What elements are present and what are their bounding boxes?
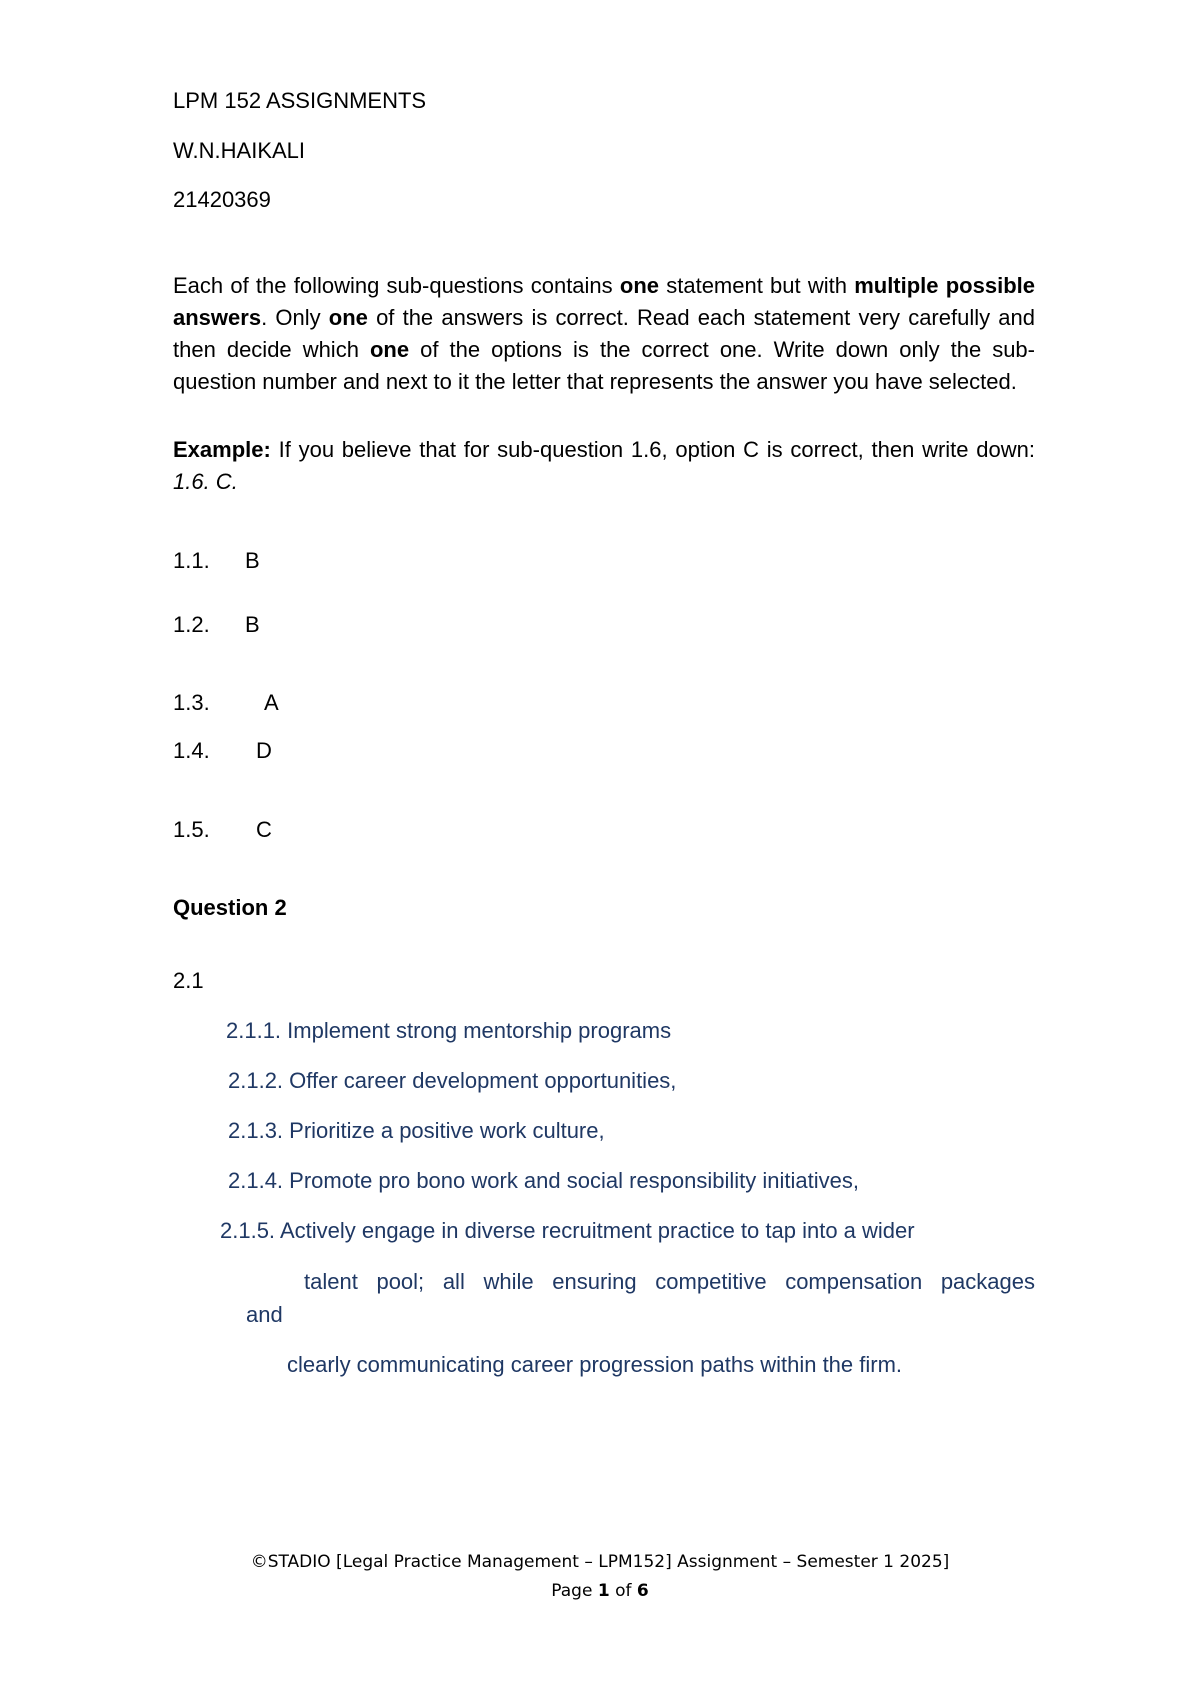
answer-letter: C [256,817,272,842]
instructions-paragraph: Each of the following sub-questions contains one statement but with multiple possible answers. Only one of the answers is correct. Read each statement very carefully and then decide which one of the options is the correct one. Write down only the sub-question number and next to it the letter that represents the answer you have selected. [173,273,1035,394]
footer-page-number: Page 1 of 6 [551,1581,649,1601]
answer-letter: B [245,612,260,637]
list-item: 2.1.2. Offer career development opportunities, [228,1068,677,1093]
answer-number: 1.3. [173,690,210,715]
example-label: Example: [173,437,271,462]
footer-copyright: ©STADIO [Legal Practice Management – LPM152] Assignment – Semester 1 2025] [250,1552,950,1572]
list-item: 2.1.5. Actively engage in diverse recruitment practice to tap into a wider [220,1218,915,1243]
list-item-continuation-and: and [246,1302,283,1327]
answer-number: 1.2. [173,612,210,637]
question-2-sub-number: 2.1 [173,968,204,993]
answer-number: 1.1. [173,548,210,573]
student-name: W.N.HAIKALI [173,138,306,163]
list-item: 2.1.3. Prioritize a positive work culture, [228,1118,605,1143]
answer-letter: B [245,548,260,573]
document-title: LPM 152 ASSIGNMENTS [173,88,427,113]
question-2-heading: Question 2 [173,895,287,920]
bold-one-3: one [369,337,410,362]
student-number: 21420369 [173,187,271,212]
list-item-continuation: clearly communicating career progression paths within the firm. [287,1352,903,1377]
list-item: 2.1.4. Promote pro bono work and social responsibility initiatives, [228,1168,859,1193]
example-answer: 1.6. C. [173,469,238,494]
example-paragraph: Example: If you believe that for sub-question 1.6, option C is correct, then write down: 1.6. C. [173,437,1035,494]
list-item-continuation: talent pool; all while ensuring competitive compensation packages [304,1269,1035,1294]
answer-letter: D [256,738,272,763]
list-item: 2.1.1. Implement strong mentorship programs [226,1018,672,1043]
bold-one-2: one [328,305,368,330]
answer-number: 1.4. [173,738,210,763]
bold-multiple-possible-answers: multiple possible answers [173,273,1035,330]
bold-one-1: one [619,273,660,298]
answer-number: 1.5. [173,817,210,842]
answer-letter: A [264,690,279,715]
